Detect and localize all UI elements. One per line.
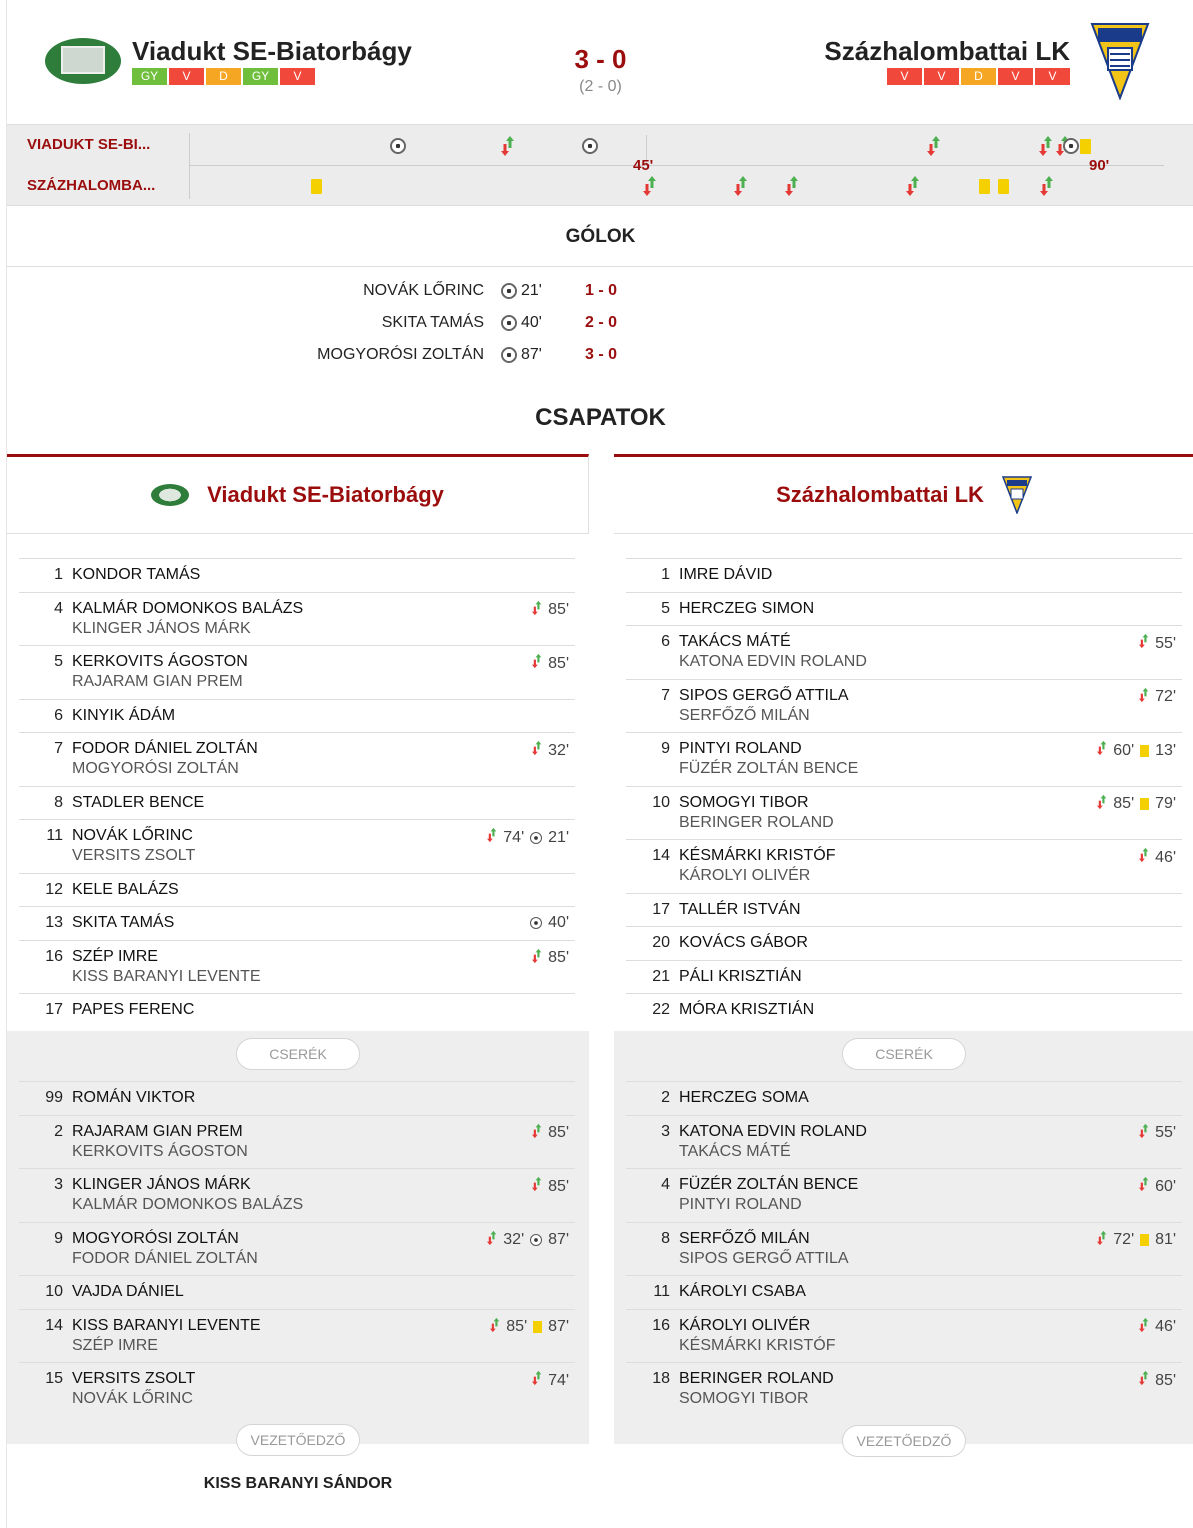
- player-number: 6: [54, 706, 63, 724]
- goal-row: [7, 280, 1193, 304]
- player-number: 9: [54, 1229, 63, 1247]
- player-name[interactable]: HERCZEG SIMON: [679, 599, 815, 617]
- player-name[interactable]: HERCZEG SOMA: [679, 1089, 809, 1106]
- player-name[interactable]: SKITA TAMÁS: [72, 914, 175, 931]
- player-name[interactable]: VERSITS ZSOLT: [72, 1370, 196, 1387]
- player-number: 7: [661, 686, 670, 704]
- player-name[interactable]: KÉSMÁRKI KRISTÓF: [679, 847, 836, 864]
- event-minute: 85': [1155, 1371, 1176, 1389]
- subs-pill: CSERÉK: [842, 1038, 966, 1070]
- home-form-badge: V: [169, 68, 204, 85]
- player-row[interactable]: [626, 786, 1182, 840]
- player-row[interactable]: [626, 993, 1182, 1027]
- match-timeline: [7, 124, 1193, 206]
- player-row[interactable]: [626, 558, 1182, 592]
- player-row[interactable]: [626, 592, 1182, 626]
- substitution-icon: [532, 1123, 542, 1144]
- player-events: [530, 914, 569, 932]
- player-name[interactable]: KOVÁCS GÁBOR: [679, 934, 808, 951]
- substitution-icon: [532, 1176, 542, 1197]
- substitution-icon[interactable]: [643, 175, 657, 197]
- player-row[interactable]: [19, 1275, 575, 1309]
- match-page: [6, 0, 1193, 1528]
- player-events: [1139, 687, 1176, 708]
- goal-scorer[interactable]: NOVÁK LŐRINC: [363, 282, 484, 299]
- home-panel-header: [7, 454, 589, 534]
- event-minute: 85': [548, 949, 569, 966]
- yellow-card-icon: [533, 1321, 542, 1333]
- player-number: 14: [652, 847, 670, 864]
- player-name[interactable]: KELE BALÁZS: [72, 880, 179, 898]
- player-name[interactable]: KONDOR TAMÁS: [72, 566, 201, 583]
- player-row[interactable]: [19, 592, 575, 646]
- substitute-name[interactable]: KISS BARANYI LEVENTE: [72, 967, 261, 985]
- away-form: [887, 68, 1070, 85]
- goal-minute: 87': [521, 346, 542, 363]
- yellow-card-icon[interactable]: [1080, 139, 1091, 154]
- player-row[interactable]: [626, 625, 1182, 679]
- player-row[interactable]: [19, 1309, 575, 1363]
- substitution-icon: [1097, 794, 1107, 815]
- player-name[interactable]: ROMÁN VIKTOR: [72, 1089, 196, 1106]
- player-number: 1: [54, 566, 63, 583]
- player-number: 8: [661, 1229, 670, 1247]
- yellow-card-icon: [1140, 745, 1149, 757]
- player-number: 5: [54, 653, 63, 670]
- player-number: 1: [661, 566, 670, 583]
- away-form-badge: V: [887, 68, 922, 85]
- event-minute: 40': [548, 914, 569, 931]
- player-name[interactable]: FODOR DÁNIEL ZOLTÁN: [72, 740, 258, 757]
- player-events: [1139, 1317, 1176, 1338]
- player-events: [1139, 847, 1176, 868]
- player-number: 5: [661, 599, 670, 617]
- event-minute: 21': [548, 828, 569, 846]
- player-name[interactable]: IMRE DÁVID: [679, 566, 773, 583]
- player-row[interactable]: [626, 893, 1182, 927]
- player-name[interactable]: KÁROLYI CSABA: [679, 1283, 806, 1300]
- player-row[interactable]: [19, 1115, 575, 1169]
- player-row[interactable]: [19, 1222, 575, 1276]
- substitution-icon: [1139, 687, 1149, 708]
- player-row[interactable]: [19, 645, 575, 699]
- player-row[interactable]: [626, 839, 1182, 893]
- home-team-panel: [7, 454, 589, 1444]
- substitution-icon: [490, 1317, 500, 1338]
- player-row[interactable]: [626, 1275, 1182, 1309]
- substitute-name[interactable]: SOMOGYI TIBOR: [679, 1390, 809, 1407]
- subs-pill: CSERÉK: [236, 1038, 360, 1070]
- event-minute: 85': [1113, 795, 1135, 812]
- player-events: [1139, 1370, 1176, 1391]
- substitution-icon: [1097, 740, 1107, 761]
- player-number: 11: [653, 1283, 670, 1300]
- goal-ball-icon: [501, 283, 517, 299]
- fulltime-mark: 90': [1089, 157, 1110, 174]
- home-team-logo-small[interactable]: [151, 484, 189, 506]
- goal-minute: 40': [521, 314, 542, 331]
- player-name[interactable]: NOVÁK LŐRINC: [72, 827, 193, 844]
- player-events: [532, 1176, 569, 1197]
- player-name[interactable]: SIPOS GERGŐ ATTILA: [679, 686, 849, 704]
- player-name[interactable]: KINYIK ÁDÁM: [72, 706, 176, 724]
- player-number: 3: [54, 1176, 63, 1193]
- goal-scorer[interactable]: MOGYORÓSI ZOLTÁN: [317, 346, 484, 363]
- player-events: [532, 653, 569, 674]
- substitute-name[interactable]: RAJARAM GIAN PREM: [72, 673, 243, 690]
- home-form-badge: GY: [243, 68, 278, 85]
- goal-running-score: 2 - 0: [585, 314, 618, 331]
- event-minute: 32': [503, 1231, 525, 1248]
- player-row[interactable]: [626, 679, 1182, 733]
- home-form-badge: GY: [132, 68, 167, 85]
- player-name[interactable]: SOMOGYI TIBOR: [679, 793, 809, 811]
- goal-ball-icon[interactable]: [1063, 138, 1079, 154]
- event-minute: 72': [1155, 688, 1176, 705]
- away-form-badge: V: [1035, 68, 1070, 85]
- substitution-icon: [1097, 1230, 1107, 1251]
- player-row[interactable]: [19, 699, 575, 733]
- event-minute: 79': [1155, 795, 1176, 812]
- player-row[interactable]: [19, 940, 575, 994]
- player-name[interactable]: BERINGER ROLAND: [679, 1370, 834, 1387]
- player-row[interactable]: [19, 819, 575, 873]
- event-minute: 72': [1113, 1231, 1135, 1248]
- goal-row: [7, 312, 1193, 336]
- substitute-name[interactable]: FODOR DÁNIEL ZOLTÁN: [72, 1249, 258, 1267]
- player-row[interactable]: [19, 906, 575, 940]
- player-number: 18: [652, 1370, 670, 1387]
- home-team-name[interactable]: Viadukt SE-Biatorbágy: [132, 36, 412, 66]
- player-number: 15: [45, 1370, 63, 1387]
- event-minute: 60': [1155, 1177, 1176, 1195]
- goal-ball-icon: [530, 832, 542, 844]
- substitute-name[interactable]: PINTYI ROLAND: [679, 1196, 802, 1213]
- timeline-axis: [189, 165, 1164, 166]
- substitution-icon[interactable]: [1039, 135, 1053, 157]
- player-number: 2: [54, 1122, 63, 1140]
- timeline-home-label: VIADUKT SE-BI...: [27, 136, 151, 153]
- goal-ball-icon: [530, 917, 542, 929]
- yellow-card-icon[interactable]: [979, 179, 990, 194]
- player-number: 20: [652, 934, 670, 951]
- player-name[interactable]: PÁLI KRISZTIÁN: [679, 967, 802, 985]
- event-minute: 55': [1155, 1124, 1176, 1141]
- player-number: 16: [652, 1316, 670, 1334]
- away-lineup-list: [626, 558, 1182, 1027]
- player-name[interactable]: KERKOVITS ÁGOSTON: [72, 653, 248, 670]
- goal-row: [7, 344, 1193, 368]
- event-minute: 85': [548, 1124, 569, 1141]
- goal-ball-icon: [501, 315, 517, 331]
- player-events: [490, 1317, 569, 1338]
- substitution-icon[interactable]: [785, 175, 799, 197]
- player-name[interactable]: RAJARAM GIAN PREM: [72, 1122, 243, 1140]
- player-name[interactable]: SZÉP IMRE: [72, 947, 158, 965]
- substitution-icon: [1139, 1317, 1149, 1338]
- substitute-name[interactable]: KÉSMÁRKI KRISTÓF: [679, 1336, 836, 1354]
- player-events: [1139, 633, 1176, 654]
- away-bench-list: [626, 1081, 1182, 1416]
- away-team-logo[interactable]: [1090, 22, 1150, 100]
- player-row[interactable]: [19, 873, 575, 907]
- event-minute: 81': [1155, 1231, 1176, 1248]
- player-row[interactable]: [19, 786, 575, 820]
- player-events: [532, 1370, 569, 1391]
- event-minute: 85': [506, 1318, 528, 1335]
- event-minute: 46': [1155, 1318, 1176, 1335]
- home-bench-list: [19, 1081, 575, 1416]
- substitution-icon[interactable]: [906, 175, 920, 197]
- away-form-badge: V: [998, 68, 1033, 85]
- goal-minute: 21': [521, 282, 542, 299]
- substitute-name[interactable]: TAKÁCS MÁTÉ: [679, 1142, 791, 1160]
- substitution-icon[interactable]: [501, 135, 515, 157]
- substitution-icon: [487, 1230, 497, 1251]
- home-lineup-list: [19, 558, 575, 1027]
- player-row[interactable]: [19, 1081, 575, 1115]
- coach-pill: VEZETŐEDZŐ: [236, 1424, 360, 1456]
- player-name[interactable]: VAJDA DÁNIEL: [72, 1283, 184, 1300]
- substitute-name[interactable]: KLINGER JÁNOS MÁRK: [72, 619, 251, 637]
- teams-section-title: CSAPATOK: [535, 404, 666, 431]
- player-number: 7: [54, 740, 63, 757]
- player-row[interactable]: [626, 1081, 1182, 1115]
- player-number: 6: [661, 633, 670, 650]
- substitute-name[interactable]: KALMÁR DOMONKOS BALÁZS: [72, 1196, 304, 1213]
- yellow-card-icon[interactable]: [311, 179, 322, 194]
- goal-ball-icon: [530, 1234, 542, 1246]
- event-minute: 46': [1155, 848, 1176, 866]
- substitute-name[interactable]: VERSITS ZSOLT: [72, 847, 196, 864]
- player-row[interactable]: [19, 1362, 575, 1416]
- away-panel-header: [614, 454, 1193, 534]
- goal-running-score: 3 - 0: [585, 346, 618, 363]
- yellow-card-icon: [1140, 1234, 1149, 1246]
- player-name[interactable]: PINTYI ROLAND: [679, 740, 802, 757]
- player-number: 99: [45, 1089, 63, 1106]
- halftime-mark: 45': [633, 157, 654, 174]
- home-form-badge: D: [206, 68, 241, 85]
- player-number: 14: [45, 1316, 63, 1334]
- yellow-card-icon: [1140, 798, 1149, 810]
- player-row[interactable]: [626, 1362, 1182, 1416]
- substitute-name[interactable]: MOGYORÓSI ZOLTÁN: [72, 760, 239, 777]
- substitution-icon: [487, 827, 497, 848]
- player-row[interactable]: [19, 558, 575, 592]
- away-panel-team-name[interactable]: Százhalombattai LK: [776, 482, 984, 507]
- away-team-name[interactable]: Százhalombattai LK: [824, 36, 1070, 66]
- player-name[interactable]: KATONA EDVIN ROLAND: [679, 1122, 867, 1140]
- player-events: [1097, 740, 1176, 761]
- player-events: [1097, 794, 1176, 815]
- player-number: 2: [661, 1089, 670, 1106]
- player-events: [487, 827, 569, 848]
- player-events: [1139, 1123, 1176, 1144]
- event-minute: 74': [503, 828, 525, 846]
- player-row[interactable]: [626, 1168, 1182, 1222]
- substitute-name[interactable]: KATONA EDVIN ROLAND: [679, 653, 867, 670]
- player-name[interactable]: KÁROLYI OLIVÉR: [679, 1316, 811, 1334]
- event-minute: 87': [548, 1318, 569, 1335]
- away-form-badge: D: [961, 68, 996, 85]
- player-row[interactable]: [626, 732, 1182, 786]
- substitution-icon: [532, 740, 542, 761]
- player-name[interactable]: KISS BARANYI LEVENTE: [72, 1316, 261, 1334]
- substitution-icon: [1139, 633, 1149, 654]
- player-name[interactable]: STADLER BENCE: [72, 793, 205, 811]
- substitution-icon: [1139, 1370, 1149, 1391]
- player-events: [532, 1123, 569, 1144]
- player-events: [1139, 1176, 1176, 1197]
- halftime-score: (2 - 0): [579, 78, 622, 95]
- event-minute: 32': [548, 741, 569, 759]
- substitution-icon[interactable]: [1040, 175, 1054, 197]
- substitution-icon: [1139, 847, 1149, 868]
- player-row[interactable]: [626, 926, 1182, 960]
- event-minute: 87': [548, 1231, 569, 1248]
- event-minute: 13': [1155, 741, 1176, 759]
- player-row[interactable]: [626, 960, 1182, 994]
- substitution-icon[interactable]: [927, 135, 941, 157]
- goals-section-title: GÓLOK: [7, 207, 1193, 267]
- substitute-name[interactable]: NOVÁK LŐRINC: [72, 1390, 193, 1407]
- player-number: 4: [54, 599, 63, 617]
- final-score: 3 - 0: [574, 44, 627, 74]
- substitution-icon: [1139, 1176, 1149, 1197]
- player-events: [532, 948, 569, 969]
- substitution-icon: [532, 600, 542, 621]
- substitute-name[interactable]: KÁROLYI OLIVÉR: [679, 867, 811, 884]
- player-name[interactable]: MOGYORÓSI ZOLTÁN: [72, 1229, 239, 1247]
- event-minute: 55': [1155, 634, 1176, 652]
- player-name[interactable]: SERFŐZŐ MILÁN: [679, 1229, 810, 1247]
- substitute-name[interactable]: SZÉP IMRE: [72, 1336, 158, 1354]
- goal-running-score: 1 - 0: [585, 282, 618, 299]
- player-name[interactable]: KLINGER JÁNOS MÁRK: [72, 1176, 251, 1193]
- player-name[interactable]: TALLÉR ISTVÁN: [679, 900, 801, 918]
- player-number: 9: [661, 740, 670, 757]
- event-minute: 85': [548, 1177, 569, 1195]
- player-events: [532, 600, 569, 621]
- player-number: 3: [661, 1122, 670, 1140]
- goal-ball-icon[interactable]: [582, 138, 598, 154]
- player-row[interactable]: [19, 1168, 575, 1222]
- player-number: 4: [661, 1176, 670, 1193]
- substitution-icon: [532, 1370, 542, 1391]
- away-team-logo-small[interactable]: [1002, 476, 1032, 514]
- player-row[interactable]: [19, 732, 575, 786]
- player-name[interactable]: MÓRA KRISZTIÁN: [679, 1001, 815, 1018]
- goal-ball-icon[interactable]: [390, 138, 406, 154]
- home-form-badge: V: [280, 68, 315, 85]
- player-number: 16: [45, 947, 63, 965]
- goal-scorer[interactable]: SKITA TAMÁS: [381, 314, 484, 331]
- player-number: 10: [45, 1283, 63, 1300]
- player-number: 13: [45, 914, 63, 931]
- substitution-icon: [1139, 1123, 1149, 1144]
- player-row[interactable]: [626, 1222, 1182, 1276]
- home-panel-team-name[interactable]: Viadukt SE-Biatorbágy: [207, 482, 444, 507]
- player-number: 8: [54, 793, 63, 811]
- away-team-panel: [614, 454, 1193, 1449]
- match-header: [7, 0, 1193, 120]
- coach-pill: VEZETŐEDZŐ: [842, 1425, 966, 1457]
- substitute-name[interactable]: SERFŐZŐ MILÁN: [679, 706, 810, 724]
- player-name[interactable]: TAKÁCS MÁTÉ: [679, 633, 791, 650]
- substitute-name[interactable]: SIPOS GERGŐ ATTILA: [679, 1249, 849, 1267]
- substitution-icon: [532, 653, 542, 674]
- player-name[interactable]: FÜZÉR ZOLTÁN BENCE: [679, 1176, 859, 1193]
- home-coach-name: KISS BARANYI SÁNDOR: [203, 1475, 393, 1492]
- player-name[interactable]: PAPES FERENC: [72, 1001, 195, 1018]
- player-events: [487, 1230, 569, 1251]
- substitution-icon[interactable]: [734, 175, 748, 197]
- player-events: [1097, 1230, 1176, 1251]
- event-minute: 74': [548, 1371, 569, 1389]
- player-row[interactable]: [626, 1309, 1182, 1363]
- player-number: 22: [652, 1001, 670, 1018]
- timeline-start-line: [189, 133, 190, 199]
- substitute-name[interactable]: FÜZÉR ZOLTÁN BENCE: [679, 760, 859, 777]
- substitute-name[interactable]: KERKOVITS ÁGOSTON: [72, 1142, 248, 1160]
- substitute-name[interactable]: BERINGER ROLAND: [679, 813, 834, 831]
- goal-ball-icon: [501, 347, 517, 363]
- player-number: 21: [652, 967, 670, 985]
- timeline-away-label: SZÁZHALOMBA...: [27, 177, 156, 194]
- player-events: [532, 740, 569, 761]
- yellow-card-icon[interactable]: [998, 179, 1009, 194]
- player-name[interactable]: KALMÁR DOMONKOS BALÁZS: [72, 599, 304, 617]
- event-minute: 85': [548, 654, 569, 672]
- player-row[interactable]: [19, 993, 575, 1027]
- player-row[interactable]: [626, 1115, 1182, 1169]
- event-minute: 85': [548, 601, 569, 618]
- player-number: 11: [46, 827, 63, 844]
- player-number: 10: [652, 793, 670, 811]
- player-number: 17: [45, 1001, 63, 1018]
- substitution-icon: [532, 948, 542, 969]
- player-number: 17: [652, 900, 670, 918]
- player-number: 12: [45, 880, 63, 898]
- away-form-badge: V: [924, 68, 959, 85]
- event-minute: 60': [1113, 741, 1135, 759]
